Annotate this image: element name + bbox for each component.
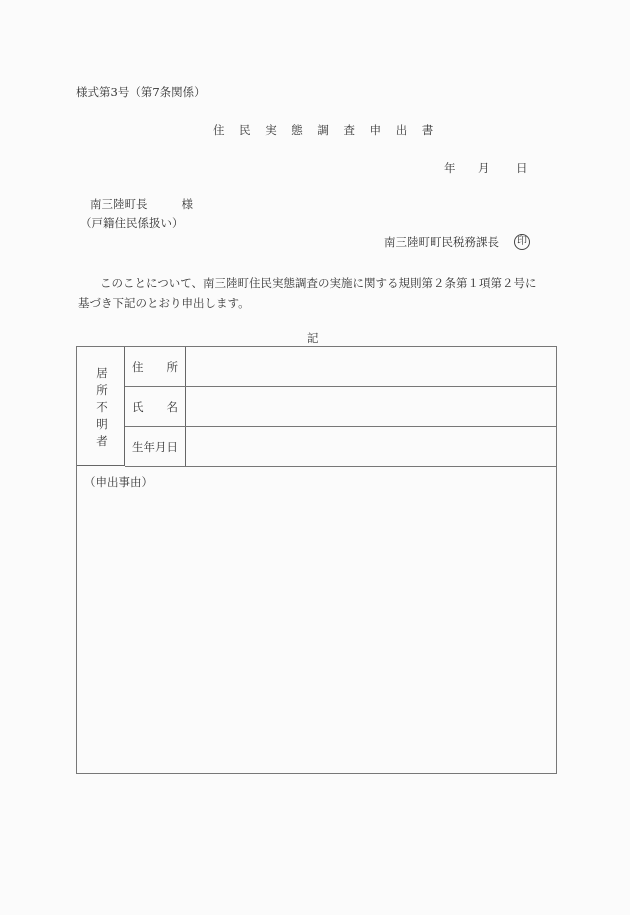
name-label-right: 名 (166, 400, 178, 414)
body-text (78, 274, 558, 313)
reason-field[interactable] (77, 467, 556, 773)
address-label-right: 所 (166, 360, 178, 374)
date-line (444, 161, 528, 175)
sender-title: 南三陸町町民税務課長 (384, 235, 499, 249)
ki-heading: 記 (307, 331, 319, 345)
addressee (90, 197, 193, 211)
section-label-vertical (95, 365, 109, 450)
body-line-1: このことについて、南三陸町住民実態調査の実施に関する規則第２条第１項第２号に (100, 276, 537, 290)
section-label-char: 居 (96, 366, 108, 380)
birthdate-label: 生年月日 (125, 427, 186, 466)
seal-icon: 印 (514, 234, 530, 250)
addressee-note: （戸籍住民係扱い） (80, 216, 184, 230)
section-label-cell (77, 347, 125, 466)
table-row-address (125, 347, 556, 387)
body-line-2: 基づき下記のとおり申出します。 (78, 295, 250, 310)
address-label-left: 住 (132, 360, 144, 374)
table-row-name (125, 387, 556, 427)
address-label (125, 347, 186, 386)
document-title: 住民実態調査申出書 (213, 123, 448, 137)
name-field[interactable] (186, 387, 556, 426)
name-label-left: 氏 (132, 400, 144, 414)
date-year-label: 年 (444, 161, 456, 175)
section-label-char: 明 (96, 417, 108, 431)
section-label-char: 者 (96, 434, 108, 448)
address-field[interactable] (186, 347, 556, 386)
section-label-char: 不 (96, 400, 108, 414)
section-label-char: 所 (96, 383, 108, 397)
addressee-honorific: 様 (181, 197, 193, 211)
table-row-birthdate (125, 427, 556, 467)
addressee-name: 南三陸町長 (90, 197, 148, 211)
name-label (125, 387, 186, 426)
birthdate-field[interactable] (186, 427, 556, 466)
application-form-table (76, 346, 557, 774)
date-month-label: 月 (478, 161, 490, 175)
reason-label: （申出事由） (84, 475, 153, 489)
date-day-label: 日 (516, 161, 528, 175)
form-number: 様式第3号（第7条関係） (76, 85, 206, 99)
